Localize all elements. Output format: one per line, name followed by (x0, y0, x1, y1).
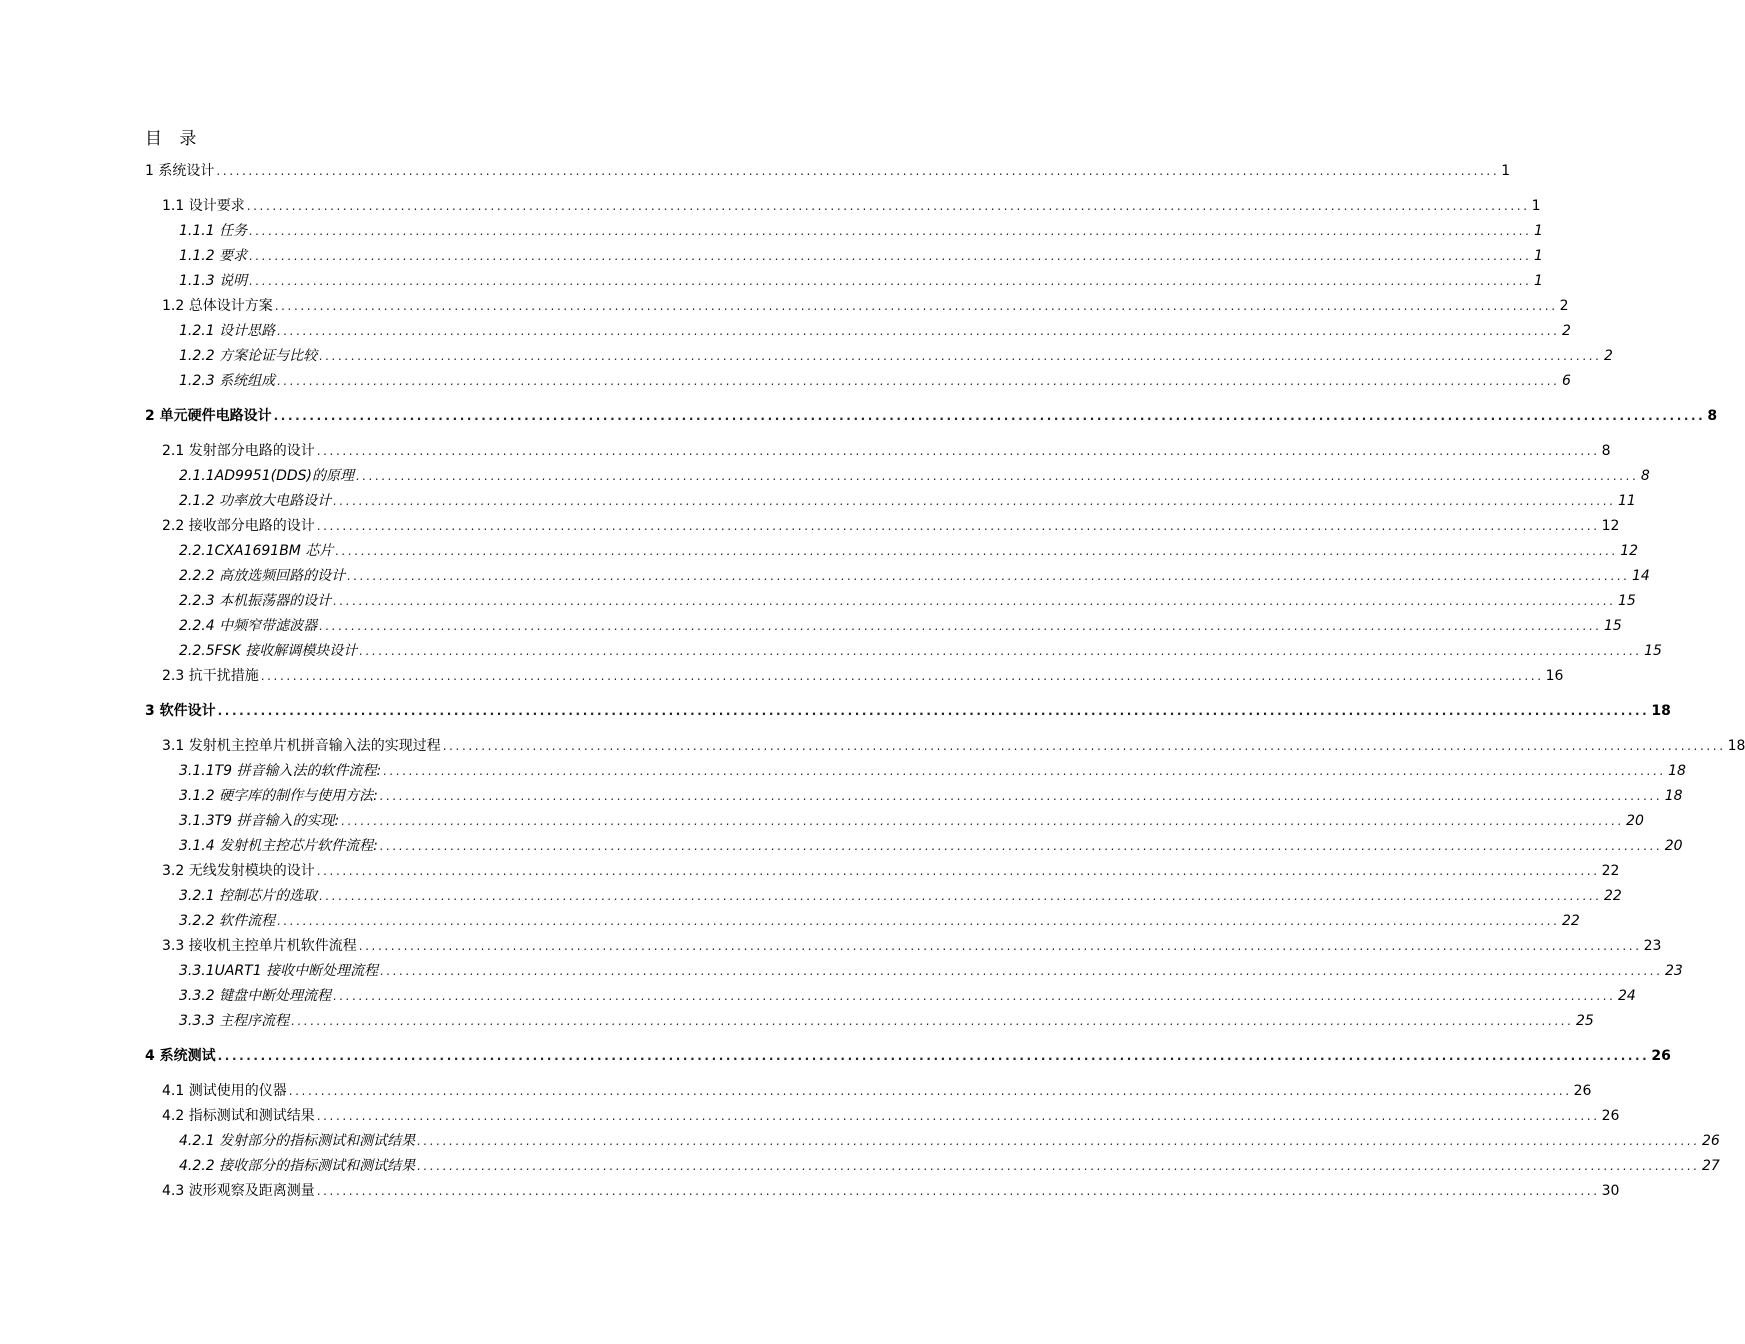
toc-entry[interactable] (179, 616, 1622, 636)
toc-entry[interactable] (145, 406, 1718, 426)
toc-entry-page: 16 (1545, 668, 1564, 684)
toc-entry-page: 22 (1601, 863, 1620, 879)
toc-leader-dots: ........................................................................................................................................................................................................ (380, 964, 1663, 978)
toc-title: 目 录 (145, 129, 203, 149)
toc-entry-page: 8 (1707, 408, 1718, 424)
toc-entry-title: 2.2.5FSK 接收解调模块设计 (179, 643, 358, 659)
toc-entry-title: 1.2 总体设计方案 (162, 298, 273, 314)
toc-leader-dots: ........................................................................................................................................................................................................ (341, 814, 1625, 828)
toc-entry-page: 30 (1601, 1183, 1620, 1199)
toc-leader-dots: ........................................................................................................................................................................................................ (379, 789, 1663, 803)
toc-entry-page: 18 (1727, 738, 1745, 754)
toc-leader-dots: ........................................................................................................................................................................................................ (335, 544, 1619, 558)
toc-entry-title: 3.1.1T9 拼音输入法的软件流程: (179, 763, 382, 779)
toc-entry[interactable] (179, 811, 1644, 831)
toc-leader-dots: ........................................................................................................................................................................................................ (319, 889, 1602, 903)
toc-entry-page: 14 (1631, 568, 1650, 584)
toc-entry[interactable] (162, 441, 1611, 461)
toc-entry[interactable] (179, 271, 1543, 291)
toc-entry[interactable] (179, 321, 1571, 341)
toc-entry-title: 3.3.3 主程序流程 (179, 1013, 290, 1029)
toc-entry[interactable] (179, 786, 1683, 806)
toc-entry-title: 3.3.2 键盘中断处理流程 (179, 988, 332, 1004)
toc-entry-page: 23 (1643, 938, 1662, 954)
toc-entry-page: 24 (1617, 988, 1636, 1004)
toc-entry-title: 1.1 设计要求 (162, 198, 245, 214)
toc-leader-dots: ........................................................................................................................................................................................................ (216, 164, 1500, 178)
toc-entry-title: 3.1.2 硬字库的制作与使用方法: (179, 788, 378, 804)
toc-entry[interactable] (179, 591, 1636, 611)
toc-entry-page: 2 (1559, 298, 1569, 314)
toc-entry[interactable] (179, 221, 1543, 241)
toc-entry-title: 3.3 接收机主控单片机软件流程 (162, 938, 357, 954)
toc-leader-dots: ........................................................................................................................................................................................................ (316, 519, 1600, 533)
toc-entry[interactable] (179, 246, 1543, 266)
toc-entry-title: 2 单元硬件电路设计 (145, 408, 272, 424)
toc-entry-title: 4.2 指标测试和测试结果 (162, 1108, 315, 1124)
toc-entry[interactable] (162, 666, 1564, 686)
toc-entry-page: 26 (1601, 1108, 1620, 1124)
toc-entry-page: 12 (1620, 543, 1639, 559)
toc-entry[interactable] (162, 296, 1569, 316)
toc-entry[interactable] (162, 861, 1620, 881)
toc-entry-title: 4.3 波形观察及距离测量 (162, 1183, 315, 1199)
toc-entry-page: 12 (1601, 518, 1620, 534)
toc-entry-page: 1 (1531, 198, 1541, 214)
toc-entry[interactable] (162, 936, 1662, 956)
toc-entry[interactable] (179, 346, 1613, 366)
toc-entry-page: 18 (1664, 788, 1683, 804)
toc-entry-title: 3.2.1 控制芯片的选取 (179, 888, 318, 904)
toc-entry-page: 1 (1501, 163, 1511, 179)
toc-leader-dots: ........................................................................................................................................................................................................ (260, 669, 1544, 683)
toc-leader-dots: ........................................................................................................................................................................................................ (277, 914, 1560, 928)
toc-entry-title: 3.2 无线发射模块的设计 (162, 863, 315, 879)
toc-leader-dots: ........................................................................................................................................................................................................ (277, 374, 1560, 388)
toc-leader-dots: ........................................................................................................................................................................................................ (333, 594, 1616, 608)
toc-entry-title: 2.2.4 中频窄带滤波器 (179, 618, 318, 634)
toc-leader-dots: ........................................................................................................................................................................................................ (358, 939, 1642, 953)
toc-entry-title: 2.2.2 高放选频回路的设计 (179, 568, 346, 584)
toc-leader-dots: ........................................................................................................................................................................................................ (442, 739, 1726, 753)
toc-entry-title: 3 软件设计 (145, 703, 216, 719)
toc-leader-dots: ........................................................................................................................................................................................................ (249, 274, 1532, 288)
toc-entry-page: 2 (1561, 323, 1571, 339)
toc-entry[interactable] (179, 1011, 1594, 1031)
toc-entry[interactable] (162, 1181, 1620, 1201)
toc-entry-page: 20 (1664, 838, 1683, 854)
toc-leader-dots: ........................................................................................................................................................................................................ (319, 349, 1602, 363)
toc-leader-dots: ........................................................................................................................................................................................................ (379, 839, 1663, 853)
toc-entry[interactable] (145, 161, 1511, 181)
toc-entry[interactable] (179, 371, 1571, 391)
toc-entry-page: 26 (1701, 1133, 1720, 1149)
toc-entry[interactable] (179, 886, 1622, 906)
toc-entry-page: 18 (1668, 763, 1686, 779)
toc-leader-dots: ........................................................................................................................................................................................................ (355, 469, 1639, 483)
toc-leader-dots: ........................................................................................................................................................................................................ (359, 644, 1643, 658)
toc-leader-dots: ........................................................................................................................................................................................................ (347, 569, 1630, 583)
toc-entry-title: 3.1.4 发射机主控芯片软件流程: (179, 838, 378, 854)
toc-entry[interactable] (179, 641, 1662, 661)
toc-entry-title: 1 系统设计 (145, 163, 215, 179)
toc-entry-title: 4 系统测试 (145, 1048, 216, 1064)
toc-entry-page: 15 (1644, 643, 1662, 659)
toc-entry-title: 4.2.1 发射部分的指标测试和测试结果 (179, 1133, 416, 1149)
toc-entry-page: 8 (1640, 468, 1650, 484)
toc-entry-page: 26 (1651, 1048, 1671, 1064)
toc-leader-dots: ........................................................................................................................................................................................................ (333, 989, 1616, 1003)
toc-entry-page: 11 (1617, 493, 1636, 509)
toc-entry[interactable] (179, 761, 1686, 781)
toc-entry-title: 2.2 接收部分电路的设计 (162, 518, 315, 534)
toc-entry[interactable] (145, 701, 1671, 721)
toc-entry-title: 4.1 测试使用的仪器 (162, 1083, 287, 1099)
toc-entry[interactable] (179, 1156, 1720, 1176)
toc-entry-page: 2 (1603, 348, 1613, 364)
toc-entry[interactable] (179, 566, 1650, 586)
toc-entry[interactable] (162, 1106, 1620, 1126)
toc-entry-title: 2.1.1AD9951(DDS)的原理 (179, 468, 354, 484)
toc-leader-dots: ........................................................................................................................................................................................................ (274, 299, 1558, 313)
toc-entry-title: 2.2.1CXA1691BM 芯片 (179, 543, 334, 559)
toc-leader-dots: ........................................................................................................................................................................................................ (417, 1159, 1700, 1173)
toc-leader-dots: ........................................................................................................................................................................................................ (288, 1084, 1572, 1098)
toc-entry[interactable] (145, 1046, 1671, 1066)
toc-entry-title: 1.1.1 任务 (179, 223, 248, 239)
toc-leader-dots: ........................................................................................................................................................................................................ (273, 409, 1706, 423)
toc-entry-page: 15 (1617, 593, 1636, 609)
toc-entry-page: 22 (1561, 913, 1580, 929)
toc-leader-dots: ........................................................................................................................................................................................................ (316, 1109, 1600, 1123)
toc-entry-page: 23 (1664, 963, 1683, 979)
toc-leader-dots: ........................................................................................................................................................................................................ (217, 1049, 1650, 1063)
toc-entry-title: 1.2.2 方案论证与比较 (179, 348, 318, 364)
toc-leader-dots: ........................................................................................................................................................................................................ (316, 444, 1600, 458)
toc-entry-title: 2.1 发射部分电路的设计 (162, 443, 315, 459)
toc-leader-dots: ........................................................................................................................................................................................................ (417, 1134, 1700, 1148)
toc-entry[interactable] (179, 1131, 1720, 1151)
toc-entry-page: 1 (1533, 223, 1543, 239)
toc-entry-page: 8 (1601, 443, 1611, 459)
toc-entry-page: 20 (1626, 813, 1644, 829)
toc-entry-page: 15 (1603, 618, 1622, 634)
toc-entry-page: 1 (1533, 273, 1543, 289)
toc-leader-dots: ........................................................................................................................................................................................................ (249, 249, 1532, 263)
toc-entry[interactable] (162, 1081, 1592, 1101)
toc-leader-dots: ........................................................................................................................................................................................................ (333, 494, 1616, 508)
toc-entry-page: 18 (1651, 703, 1671, 719)
toc-entry-title: 1.2.1 设计思路 (179, 323, 276, 339)
toc-entry[interactable] (179, 911, 1580, 931)
toc-leader-dots: ........................................................................................................................................................................................................ (316, 1184, 1600, 1198)
toc-entry[interactable] (179, 836, 1683, 856)
toc-entry-title: 4.2.2 接收部分的指标测试和测试结果 (179, 1158, 416, 1174)
toc-entry-title: 1.1.3 说明 (179, 273, 248, 289)
toc-leader-dots: ........................................................................................................................................................................................................ (383, 764, 1667, 778)
toc-entry-title: 3.2.2 软件流程 (179, 913, 276, 929)
toc-entry-title: 2.3 抗干扰措施 (162, 668, 259, 684)
toc-entry[interactable] (162, 516, 1620, 536)
toc-leader-dots: ........................................................................................................................................................................................................ (217, 704, 1650, 718)
toc-entry-title: 3.1 发射机主控单片机拼音输入法的实现过程 (162, 738, 441, 754)
toc-entry-title: 1.1.2 要求 (179, 248, 248, 264)
toc-leader-dots: ........................................................................................................................................................................................................ (319, 619, 1602, 633)
toc-entry-page: 26 (1573, 1083, 1592, 1099)
toc-entry-page: 6 (1561, 373, 1571, 389)
toc-entry-title: 3.3.1UART1 接收中断处理流程 (179, 963, 379, 979)
toc-entry[interactable] (162, 736, 1745, 756)
toc-entry-page: 22 (1603, 888, 1622, 904)
toc-entry-title: 1.2.3 系统组成 (179, 373, 276, 389)
toc-leader-dots: ........................................................................................................................................................................................................ (291, 1014, 1574, 1028)
toc-entry-title: 2.1.2 功率放大电路设计 (179, 493, 332, 509)
toc-entry[interactable] (179, 466, 1650, 486)
toc-entry-title: 2.2.3 本机振荡器的设计 (179, 593, 332, 609)
toc-leader-dots: ........................................................................................................................................................................................................ (277, 324, 1560, 338)
toc-entry[interactable] (179, 961, 1683, 981)
toc-entry[interactable] (179, 541, 1639, 561)
toc-entry-title: 3.1.3T9 拼音输入的实现: (179, 813, 340, 829)
toc-entry-page: 1 (1533, 248, 1543, 264)
toc-leader-dots: ........................................................................................................................................................................................................ (316, 864, 1600, 878)
toc-entry[interactable] (162, 196, 1541, 216)
toc-leader-dots: ........................................................................................................................................................................................................ (246, 199, 1530, 213)
toc-entry-page: 27 (1701, 1158, 1720, 1174)
toc-entry-page: 25 (1575, 1013, 1594, 1029)
toc-entry[interactable] (179, 491, 1636, 511)
toc-entry[interactable] (179, 986, 1636, 1006)
toc-leader-dots: ........................................................................................................................................................................................................ (249, 224, 1532, 238)
